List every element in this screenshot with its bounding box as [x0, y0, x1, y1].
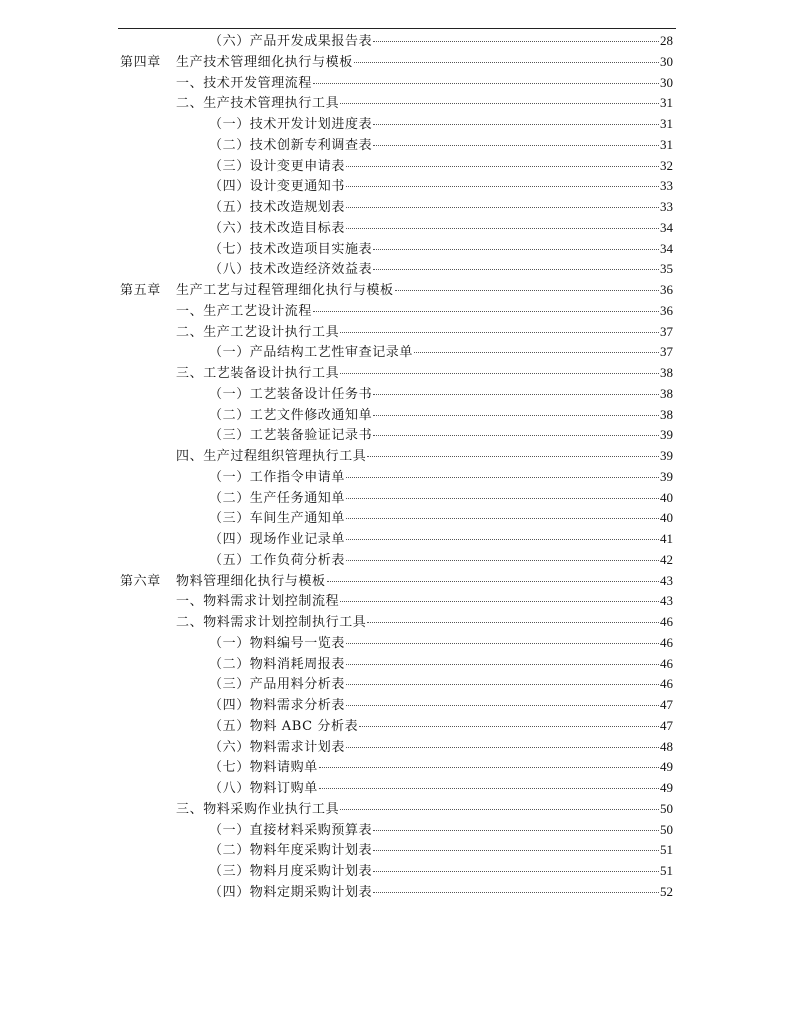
toc-entry-line	[209, 197, 673, 218]
dot-leader	[373, 41, 659, 42]
toc-section-entry[interactable]	[0, 301, 794, 322]
toc-entry-title: 二、生产工艺设计执行工具	[176, 324, 340, 340]
toc-entry-title: （一）产品结构工艺性审查记录单	[209, 345, 414, 361]
toc-entry-line	[120, 280, 673, 301]
toc-page-number: 50	[660, 800, 673, 816]
toc-entry-title: （四）物料需求分析表	[209, 698, 346, 713]
toc-entry-line	[176, 612, 673, 633]
dot-leader	[414, 352, 659, 353]
toc-entry-line	[176, 73, 673, 94]
toc-page-number: 40	[660, 489, 673, 505]
dot-leader	[359, 726, 659, 727]
toc-entry-title: （六）技术改造目标表	[209, 220, 346, 236]
dot-leader	[346, 643, 659, 644]
toc-entry-title: （四）现场作业记录单	[209, 532, 346, 547]
toc-subsection-entry[interactable]	[0, 218, 794, 239]
toc-entry-line	[176, 799, 673, 820]
toc-section-entry[interactable]	[0, 73, 794, 94]
toc-entry-title: （五）物料 ABC 分析表	[209, 718, 359, 734]
toc-entry-title: （一）直接材料采购预算表	[209, 822, 373, 838]
toc-entry-line	[209, 218, 673, 239]
toc-entry-line	[209, 778, 673, 799]
toc-entry-title: （七）技术改造项目实施表	[209, 241, 373, 257]
toc-page-number: 31	[660, 95, 673, 111]
toc-subsection-entry[interactable]	[0, 31, 794, 52]
toc-chapter-number: 第六章	[120, 573, 161, 589]
toc-entry-title: （四）设计变更通知书	[209, 179, 346, 195]
toc-entry-line	[209, 176, 673, 197]
toc-subsection-entry[interactable]	[0, 695, 794, 716]
dot-leader	[340, 332, 659, 333]
toc-entry-title: （三）设计变更申请表	[209, 158, 346, 174]
toc-entry-title: （一）工作指令申请单	[209, 469, 346, 485]
toc-entry-line	[209, 861, 673, 882]
toc-entry-line	[209, 737, 673, 758]
toc-subsection-entry[interactable]	[0, 467, 794, 488]
dot-leader	[340, 601, 659, 602]
toc-entry-line	[209, 239, 673, 260]
toc-section-entry[interactable]	[0, 612, 794, 633]
toc-entry-title: （六）物料需求计划表	[209, 739, 346, 755]
toc-subsection-entry[interactable]	[0, 384, 794, 405]
toc-subsection-entry[interactable]	[0, 840, 794, 861]
dot-leader	[373, 871, 659, 872]
dot-leader	[313, 83, 659, 84]
toc-entry-title: （一）物料编号一览表	[209, 635, 346, 651]
toc-entry-line	[176, 301, 673, 322]
toc-entry-title: （三）工艺装备验证记录书	[209, 428, 373, 444]
toc-entry-title: 生产技术管理细化执行与模板	[176, 54, 353, 70]
toc-entry-title: （五）技术改造规划表	[209, 200, 346, 215]
toc-subsection-entry[interactable]	[0, 737, 794, 758]
dot-leader	[346, 477, 659, 478]
dot-leader	[319, 788, 659, 789]
dot-leader	[373, 415, 659, 416]
toc-entry-line	[209, 31, 673, 52]
dot-leader	[340, 103, 659, 104]
dot-leader	[319, 767, 659, 768]
toc-subsection-entry[interactable]	[0, 654, 794, 675]
toc-page-number: 47	[660, 697, 673, 712]
toc-subsection-entry[interactable]	[0, 508, 794, 529]
toc-entry-line	[209, 882, 673, 903]
toc-entry-title: （三）车间生产通知单	[209, 511, 346, 527]
toc-page-number: 50	[660, 821, 673, 837]
toc-page-number: 41	[660, 531, 673, 546]
toc-section-entry[interactable]	[0, 799, 794, 820]
dot-leader	[354, 62, 659, 63]
toc-entry-line	[176, 591, 673, 612]
toc-entry-line	[209, 529, 673, 550]
toc-page-number: 36	[660, 302, 673, 318]
toc-entry-line	[209, 674, 673, 695]
toc-page-number: 46	[660, 655, 673, 671]
toc-subsection-entry[interactable]	[0, 156, 794, 177]
toc-page-number: 30	[660, 74, 673, 90]
toc-subsection-entry[interactable]	[0, 114, 794, 135]
toc-entry-title: 三、工艺装备设计执行工具	[176, 366, 340, 381]
dot-leader	[346, 705, 659, 706]
toc-subsection-entry[interactable]	[0, 342, 794, 363]
toc-entry-title: （二）技术创新专利调查表	[209, 137, 373, 153]
dot-leader	[346, 747, 659, 748]
toc-page-number: 28	[660, 33, 673, 48]
dot-leader	[346, 664, 659, 665]
dot-leader	[373, 830, 659, 831]
toc-page-number: 43	[660, 572, 673, 588]
toc-subsection-entry[interactable]	[0, 529, 794, 550]
toc-entry-line	[209, 384, 673, 405]
dot-leader	[373, 394, 659, 395]
dot-leader	[340, 809, 659, 810]
toc-subsection-entry[interactable]	[0, 405, 794, 426]
toc-entry-line	[120, 52, 673, 73]
toc-subsection-entry[interactable]	[0, 633, 794, 654]
toc-entry-line	[209, 757, 673, 778]
toc-chapter-number: 第五章	[120, 283, 161, 298]
toc-page-number: 46	[660, 634, 673, 650]
toc-entry-line	[209, 156, 673, 177]
toc-page-number: 52	[660, 883, 673, 899]
toc-page-number: 39	[660, 468, 673, 484]
toc-entry-title: 二、生产技术管理执行工具	[176, 96, 340, 112]
dot-leader	[367, 456, 659, 457]
toc-subsection-entry[interactable]	[0, 197, 794, 218]
dot-leader	[373, 269, 659, 270]
toc-section-entry[interactable]	[0, 93, 794, 114]
toc-page-number: 34	[660, 219, 673, 235]
toc-entry-title: （三）产品用料分析表	[209, 677, 346, 693]
toc-page-number: 46	[660, 614, 673, 629]
toc-page-number: 49	[660, 759, 673, 775]
toc-subsection-entry[interactable]	[0, 757, 794, 778]
toc-subsection-entry[interactable]	[0, 488, 794, 509]
toc-entry-line	[120, 571, 673, 592]
toc-entry-title: （一）技术开发计划进度表	[209, 117, 373, 132]
toc-entry-title: 一、物料需求计划控制流程	[176, 594, 340, 610]
dot-leader	[346, 207, 659, 208]
toc-page-number: 39	[660, 448, 673, 463]
toc-entry-line	[209, 405, 673, 426]
toc-entry-line	[209, 654, 673, 675]
toc-entry-title: （四）物料定期采购计划表	[209, 884, 373, 900]
dot-leader	[346, 498, 659, 499]
toc-chapter-entry[interactable]	[0, 280, 794, 301]
toc-entry-line	[209, 467, 673, 488]
toc-page-number: 33	[660, 178, 673, 194]
toc-entry-line	[209, 342, 673, 363]
toc-page-number: 48	[660, 738, 673, 754]
toc-page-number: 47	[660, 717, 673, 733]
toc-entry-line	[209, 259, 673, 280]
toc-page-number: 40	[660, 510, 673, 526]
toc-page-number: 37	[660, 344, 673, 360]
toc-entry-line	[209, 695, 673, 716]
toc-page-number: 38	[660, 385, 673, 401]
toc-entry-title: （三）物料月度采购计划表	[209, 864, 373, 879]
dot-leader	[340, 373, 659, 374]
toc-page-number: 35	[660, 261, 673, 277]
toc-page-number: 42	[660, 551, 673, 567]
toc-subsection-entry[interactable]	[0, 861, 794, 882]
toc-entry-title: 一、技术开发管理流程	[176, 75, 313, 91]
toc-entry-title: （二）物料年度采购计划表	[209, 843, 373, 859]
toc-entry-title: 三、物料采购作业执行工具	[176, 801, 340, 817]
table-of-contents	[0, 31, 794, 903]
dot-leader	[346, 228, 659, 229]
toc-page-number: 51	[660, 863, 673, 878]
toc-page-number: 34	[660, 240, 673, 256]
toc-entry-title: 四、生产过程组织管理执行工具	[176, 449, 367, 464]
toc-page-number: 49	[660, 780, 673, 795]
toc-entry-line	[209, 820, 673, 841]
dot-leader	[367, 622, 659, 623]
dot-leader	[373, 435, 659, 436]
toc-chapter-entry[interactable]	[0, 52, 794, 73]
dot-leader	[373, 892, 659, 893]
toc-entry-line	[209, 840, 673, 861]
dot-leader	[313, 311, 659, 312]
toc-section-entry[interactable]	[0, 363, 794, 384]
toc-subsection-entry[interactable]	[0, 550, 794, 571]
toc-subsection-entry[interactable]	[0, 259, 794, 280]
toc-entry-line	[209, 114, 673, 135]
dot-leader	[373, 124, 659, 125]
dot-leader	[346, 560, 659, 561]
toc-entry-title: （五）工作负荷分析表	[209, 552, 346, 568]
toc-page-number: 38	[660, 365, 673, 380]
toc-entry-title: （八）技术改造经济效益表	[209, 262, 373, 278]
toc-section-entry[interactable]	[0, 591, 794, 612]
toc-subsection-entry[interactable]	[0, 820, 794, 841]
toc-page-number: 31	[660, 136, 673, 152]
dot-leader	[395, 290, 659, 291]
toc-page-number: 31	[660, 116, 673, 131]
toc-entry-line	[209, 633, 673, 654]
toc-entry-title: （二）物料消耗周报表	[209, 656, 346, 672]
dot-leader	[373, 850, 659, 851]
toc-section-entry[interactable]	[0, 446, 794, 467]
toc-entry-title: 二、物料需求计划控制执行工具	[176, 615, 367, 630]
toc-page-number: 51	[660, 842, 673, 858]
dot-leader	[346, 539, 659, 540]
toc-subsection-entry[interactable]	[0, 882, 794, 903]
toc-page-number: 39	[660, 427, 673, 443]
toc-page-number: 46	[660, 676, 673, 692]
dot-leader	[327, 581, 659, 582]
toc-entry-title: （七）物料请购单	[209, 760, 318, 776]
dot-leader	[346, 518, 659, 519]
toc-subsection-entry[interactable]	[0, 239, 794, 260]
toc-page-number: 33	[660, 199, 673, 214]
toc-entry-title: （二）生产任务通知单	[209, 490, 346, 506]
toc-entry-title: 物料管理细化执行与模板	[176, 573, 326, 589]
toc-subsection-entry[interactable]	[0, 674, 794, 695]
toc-entry-title: （八）物料订购单	[209, 781, 318, 796]
toc-subsection-entry[interactable]	[0, 425, 794, 446]
toc-subsection-entry[interactable]	[0, 135, 794, 156]
toc-page-number: 38	[660, 406, 673, 422]
toc-entry-line	[176, 446, 673, 467]
toc-subsection-entry[interactable]	[0, 716, 794, 737]
toc-subsection-entry[interactable]	[0, 176, 794, 197]
toc-page-number: 36	[660, 282, 673, 297]
toc-entry-line	[176, 363, 673, 384]
toc-page-number: 32	[660, 157, 673, 173]
toc-subsection-entry[interactable]	[0, 778, 794, 799]
toc-chapter-entry[interactable]	[0, 571, 794, 592]
toc-entry-title: （二）工艺文件修改通知单	[209, 407, 373, 423]
dot-leader	[373, 145, 659, 146]
toc-entry-line	[209, 488, 673, 509]
toc-page-number: 43	[660, 593, 673, 609]
toc-chapter-number: 第四章	[120, 54, 161, 70]
dot-leader	[346, 186, 659, 187]
toc-page-number: 30	[660, 53, 673, 69]
toc-entry-line	[209, 508, 673, 529]
toc-entry-line	[209, 135, 673, 156]
toc-entry-line	[176, 93, 673, 114]
toc-entry-line	[176, 322, 673, 343]
header-rule	[118, 28, 676, 29]
dot-leader	[373, 249, 659, 250]
toc-entry-title: （一）工艺装备设计任务书	[209, 386, 373, 402]
dot-leader	[346, 166, 659, 167]
toc-entry-title: 一、生产工艺设计流程	[176, 303, 313, 319]
dot-leader	[346, 684, 659, 685]
toc-entry-title: 生产工艺与过程管理细化执行与模板	[176, 283, 394, 298]
toc-section-entry[interactable]	[0, 322, 794, 343]
toc-entry-title: （六）产品开发成果报告表	[209, 34, 373, 49]
toc-entry-line	[209, 550, 673, 571]
toc-page-number: 37	[660, 323, 673, 339]
toc-entry-line	[209, 425, 673, 446]
toc-entry-line	[209, 716, 673, 737]
